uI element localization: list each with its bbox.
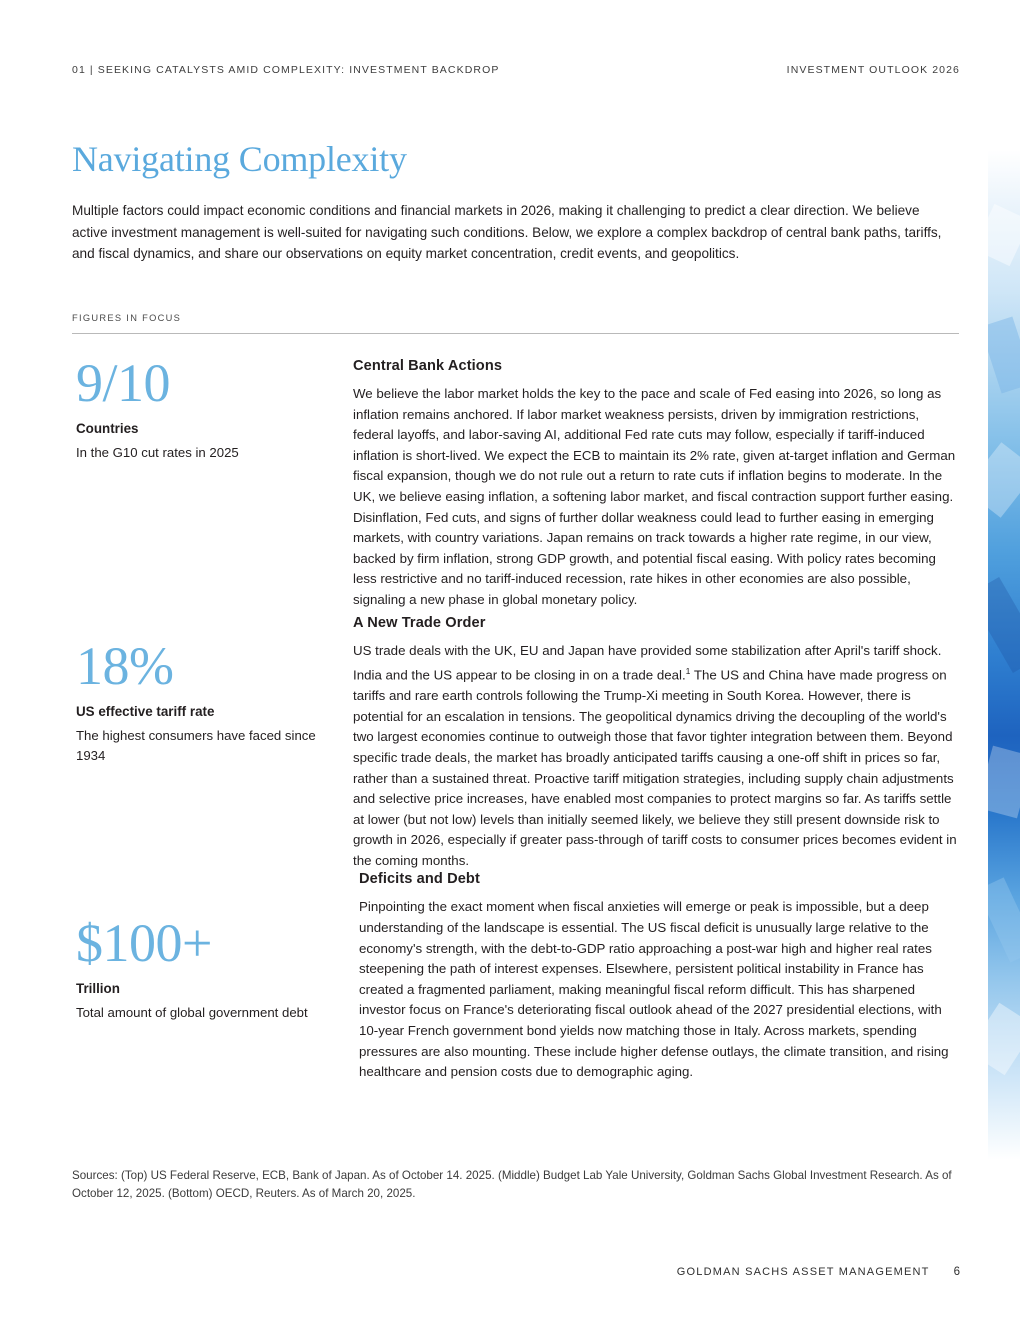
section-body-part2: The US and China have made progress on tariffs and rare earth controls following the Trump-Xi meeting in South Korea. However, there is potential for an escalation in tensions. The geopolitical dynamics driving the decoupling of the world's two largest economies continue to outweigh those that favor tighter integration between them. Beyond specific trade deals, the market has broadly anticipated tariffs causing a one-off shift in prices so far, rather than a sustained threat. Proactive tariff mitigation strategies, including supply chain adjustments and selective price increases, have enabled most companies to protect margins so far. As tariffs settle at lower (but not low) levels than initially seemed likely, we believe they still present downside risk to growth in 2026, especially if greater pass-through of tariff costs to consumer prices becomes evident in the coming months. xyxy=(353,667,957,868)
stat-block xyxy=(76,355,239,463)
decorative-side-band xyxy=(988,150,1020,1160)
decorative-shard xyxy=(988,577,1020,673)
running-head-right: INVESTMENT OUTLOOK 2026 xyxy=(786,64,960,76)
section-deficits-and-debt xyxy=(353,871,958,1082)
horizontal-rule xyxy=(72,333,959,334)
stat-value: $100+ xyxy=(76,913,212,973)
stat-label: Trillion xyxy=(76,981,120,996)
figures-in-focus-label: FIGURES IN FOCUS xyxy=(72,313,182,323)
decorative-shard xyxy=(988,316,1020,393)
sources-note: Sources: (Top) US Federal Reserve, ECB, Bank of Japan. As of October 14. 2025. (Middle) Budget Lab Yale University, Goldman Sachs Global Investment Research. As of October 12, 2025. (Bottom) OECD, Reuters. As of March 20, 2025. xyxy=(72,1169,952,1200)
section-body xyxy=(353,641,958,872)
stat-value: 18% xyxy=(76,636,174,696)
page-number: 6 xyxy=(953,1266,960,1278)
running-head-left: 01 | SEEKING CATALYSTS AMID COMPLEXITY: INVESTMENT BACKDROP xyxy=(72,64,500,76)
section-body-part1: US trade deals with the UK, EU and Japan have provided some stabilization after April's tariff shock. India and the US appear to be closing in on a trade deal. xyxy=(353,642,942,683)
section-a-new-trade-order xyxy=(353,615,958,872)
body-column xyxy=(353,358,958,1083)
intro-paragraph: Multiple factors could impact economic conditions and financial markets in 2026, making it challenging to predict a clear direction. We believe active investment management is well-suited for navigating such conditions. Below, we explore a complex backdrop of central bank paths, tariffs, and fiscal dynamics, and share our observations on equity market concentration, credit events, and geopolitics. xyxy=(72,203,942,261)
stat-label: Countries xyxy=(76,421,139,436)
stat-block xyxy=(76,915,308,1023)
running-head xyxy=(72,64,960,76)
section-heading: Deficits and Debt xyxy=(359,871,480,888)
page-title: Navigating Complexity xyxy=(72,139,407,179)
section-body: We believe the labor market holds the key to the pace and scale of Fed easing into 2026, so long as inflation remains anchored. If labor market weakness persists, driven by immigration restrictions, federal layoffs, and labor-saving AI, additional Fed rate cuts may follow, especially if tariff-induced inflation is short-lived. We expect the ECB to maintain its 2% rate, given at-target inflation and German fiscal expansion, though we do not rule out a return to rate cuts if inflation begins to moderate. In the UK, we believe easing inflation, a softening labor market, and fiscal contraction support further easing. Disinflation, Fed cuts, and signs of further dollar weakness could lead to further easing in emerging markets, with country variations. Japan remains on track towards a higher rate regime, in our view, backed by firm inflation, strong GDP growth, and potential fiscal easing. With policy rates becoming less restrictive and no tariff-induced recession, rate hikes in other economies are also possible, signaling a new phase in global monetary policy. xyxy=(353,386,956,607)
stat-description: In the G10 cut rates in 2025 xyxy=(76,445,239,460)
decorative-shard xyxy=(988,877,1020,962)
section-heading: A New Trade Order xyxy=(353,614,486,631)
decorative-shard xyxy=(988,204,1020,266)
stat-description: Total amount of global government debt xyxy=(76,1005,308,1020)
decorative-shard xyxy=(988,746,1020,819)
footnote-marker: 1 xyxy=(685,666,691,677)
decorative-shard xyxy=(988,442,1020,518)
section-central-bank-actions xyxy=(353,358,958,611)
decorative-shard xyxy=(988,1003,1020,1076)
stat-block xyxy=(76,638,326,765)
section-body: Pinpointing the exact moment when fiscal anxieties will emerge or peak is impossible, but a deep understanding of the landscape is essential. The US fiscal deficit is unusually large relative to the economy's strength, with the debt-to-GDP ratio approaching a post-war high and higher real rates steepening the path of interest expenses. Elsewhere, persistent political instability in France has created a fragmented parliament, making meaningful fiscal reform difficult. This has sharpened investor focus on France's deteriorating fiscal outlook ahead of the 2027 presidential elections, with 10-year French government bond yields now matching those in Italy. Across markets, spending pressures are also mounting. These include higher defense outlays, the climate transition, and rising healthcare and pension costs due to demographic aging. xyxy=(359,899,949,1080)
section-heading: Central Bank Actions xyxy=(353,358,503,374)
page-footer xyxy=(677,1266,960,1278)
stat-value: 9/10 xyxy=(76,353,171,413)
stat-label: US effective tariff rate xyxy=(76,704,215,719)
footer-brand: GOLDMAN SACHS ASSET MANAGEMENT xyxy=(676,1266,930,1278)
stat-description: The highest consumers have faced since 1934 xyxy=(76,728,316,763)
